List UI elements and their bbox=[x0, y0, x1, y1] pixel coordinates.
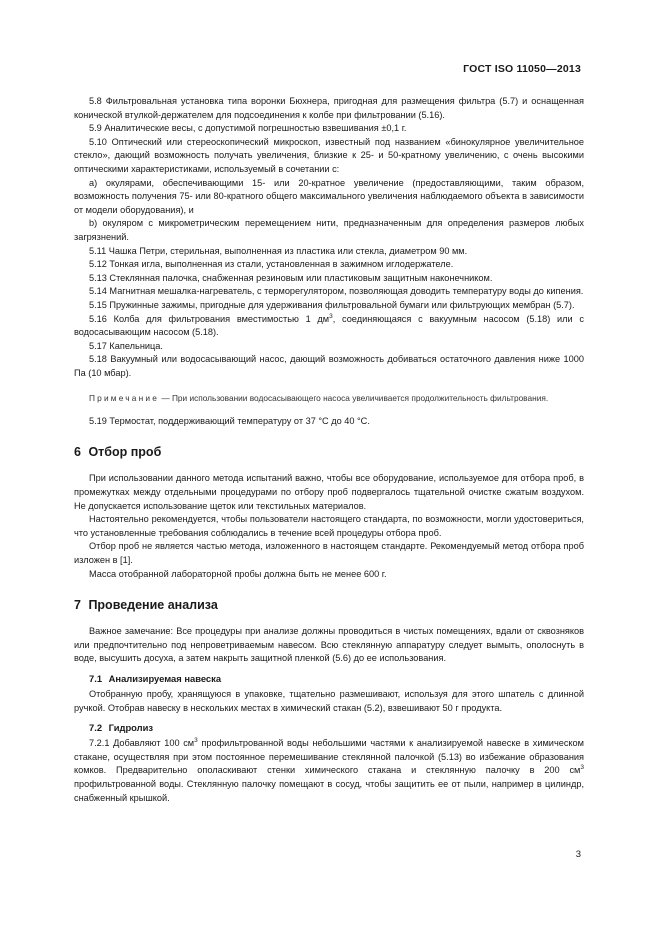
subsection-7-1-number: 7.1 bbox=[89, 673, 103, 684]
section-7-heading bbox=[74, 597, 584, 613]
section-7-intro: Важное замечание: Все процедуры при анализе должны проводиться в чистых помещениях, вдали от сквозняков или предпочтительно под непроветриваемым навесом. Всю стеклянную аппаратуру следует вымыть, ополоснуть в воде, высушить досуха, а затем накрыть защитной пленкой (5.6) до ее использования. bbox=[74, 626, 584, 664]
subsection-7-1-heading bbox=[89, 672, 584, 685]
item-5-10-a: a) окулярами, обеспечивающими 15- или 20-кратное увеличение (предоставляющими, таким образом, возможность получения 75- или 80-кратного общего максимального увеличения наблюдаемого объекта в зависимости от модели оборудования), и bbox=[74, 177, 584, 215]
subsection-7-2-number: 7.2 bbox=[89, 722, 103, 734]
item-5-12: 5.12 Тонкая игла, выполненная из стали, установленная в зажимном иглодержателе. bbox=[89, 259, 454, 270]
subsection-7-1-text: Отобранную пробу, хранящуюся в упаковке, тщательно размешивают, используя для этого шпатель с длинной ручкой. Отобрав навеску в нескольких местах в химический стакан (5.2), взвешивают 50 г продукта. bbox=[74, 689, 584, 713]
item-5-15: 5.15 Пружинные зажимы, пригодные для удерживания фильтровальной бумаги или фильтрующих мембран (5.7). bbox=[89, 299, 575, 310]
item-5-16-text-end: , соединяющаяся с вакуумным насосом (5.18) или с водосасывающим насосом (5.18). bbox=[74, 313, 584, 338]
item-5-10: 5.10 Оптический или стереоскопический микроскоп, известный под названием «бинокулярное увеличительное стекло», дающий возможность получать увеличения, близкие к 25- и 50-кратному увеличению, с очень высокими оптическими характеристиками, используемый в сочетании с: bbox=[74, 136, 584, 174]
item-5-19: 5.19 Термостат, поддерживающий температуру от 37 °С до 40 °С. bbox=[89, 415, 370, 426]
section-7-title: Проведение анализа bbox=[88, 598, 218, 613]
section-6-heading bbox=[74, 444, 584, 460]
section-6-paragraph: Масса отобранной лабораторной пробы должна быть не менее 600 г. bbox=[89, 568, 387, 579]
subsection-7-2-heading bbox=[89, 721, 584, 734]
subsection-7-1-title: Анализируемая навеска bbox=[108, 673, 222, 684]
page-content bbox=[74, 95, 584, 805]
item-5-18: 5.18 Вакуумный или водосасывающий насос, дающий возможность добиваться остаточного давления ниже 1000 Па (10 мбар). bbox=[74, 354, 584, 378]
item-7-2-1-text-middle: профильтрованной воды небольшими частями к анализируемой навеске в химическом стакане, осуществляя при этом постоянное перемешивание стеклянной палочкой (5.13) во избежание образования комков. Предварительно ополаскивают стенки химического стакана и стеклянную палочку в 200 см bbox=[74, 738, 584, 776]
item-5-17: 5.17 Капельница. bbox=[89, 340, 163, 351]
item-7-2-1 bbox=[74, 737, 584, 805]
item-7-2-1-text-start: 7.2.1 Добавляют 100 см bbox=[89, 738, 195, 749]
item-5-16-superscript: 3 bbox=[329, 312, 333, 320]
document-code-header: ГОСТ ISO 11050—2013 bbox=[463, 63, 581, 75]
item-5-13: 5.13 Стеклянная палочка, снабженная резиновым или пластиковым защитным наконечником. bbox=[89, 272, 493, 283]
note-label: Примечание bbox=[89, 393, 160, 404]
item-5-9: 5.9 Аналитические весы, с допустимой погрешностью взвешивания ±0,1 г. bbox=[89, 123, 407, 134]
section-6-paragraph: При использовании данного метода испытаний важно, чтобы все оборудование, используемое для отбора проб, в промежутках между отдельными процедурами по отбору проб подвергалось тщательной очистке сжатым воздухом. Не допускается использование щеток или текстильных материалов. bbox=[74, 473, 584, 511]
item-5-8: 5.8 Фильтровальная установка типа воронки Бюхнера, пригодная для размещения фильтра (5.7) и оснащенная конической втулкой-держателем для подсоединения к колбе при фильтровании (5.16). bbox=[74, 96, 584, 120]
note bbox=[74, 392, 584, 404]
item-5-16-text-start: 5.16 Колба для фильтрования вместимостью 1 дм bbox=[89, 313, 330, 324]
item-7-2-1-text-end: профильтрованной воды. Стеклянную палочку помещают в сосуд, чтобы защитить ее от пыли, например в цилиндр, снабженный крышкой. bbox=[74, 778, 584, 803]
item-7-2-1-superscript: 3 bbox=[580, 764, 584, 772]
subsection-7-2-title: Гидролиз bbox=[108, 722, 154, 734]
item-7-2-1-superscript: 3 bbox=[194, 737, 198, 745]
section-7-number: 7 bbox=[74, 598, 81, 613]
section-6-paragraph: Отбор проб не является частью метода, изложенного в настоящем стандарте. Рекомендуемый метод отбора проб изложен в [1]. bbox=[74, 541, 584, 566]
section-6-paragraph: Настоятельно рекомендуется, чтобы пользователи настоящего стандарта, по возможности, могли удостовериться, что установленные требования соблюдались в течение всей процедуры отбора проб. bbox=[74, 514, 584, 538]
page-number: 3 bbox=[575, 849, 581, 860]
section-6-title: Отбор проб bbox=[88, 445, 162, 460]
note-text: — При использовании водосасывающего насоса увеличивается продолжительность фильтрования. bbox=[161, 393, 549, 404]
item-5-14: 5.14 Магнитная мешалка-нагреватель, с терморегулятором, позволяющая доводить температуру воды до кипения. bbox=[89, 286, 584, 297]
item-5-10-b: b) окуляром с микрометрическим перемещением нити, предназначенным для определения размеров любых загрязнений. bbox=[74, 218, 584, 242]
section-6-number: 6 bbox=[74, 445, 81, 460]
item-5-11: 5.11 Чашка Петри, стерильная, выполненная из пластика или стекла, диаметром 90 мм. bbox=[89, 245, 468, 256]
item-5-16 bbox=[74, 313, 584, 340]
